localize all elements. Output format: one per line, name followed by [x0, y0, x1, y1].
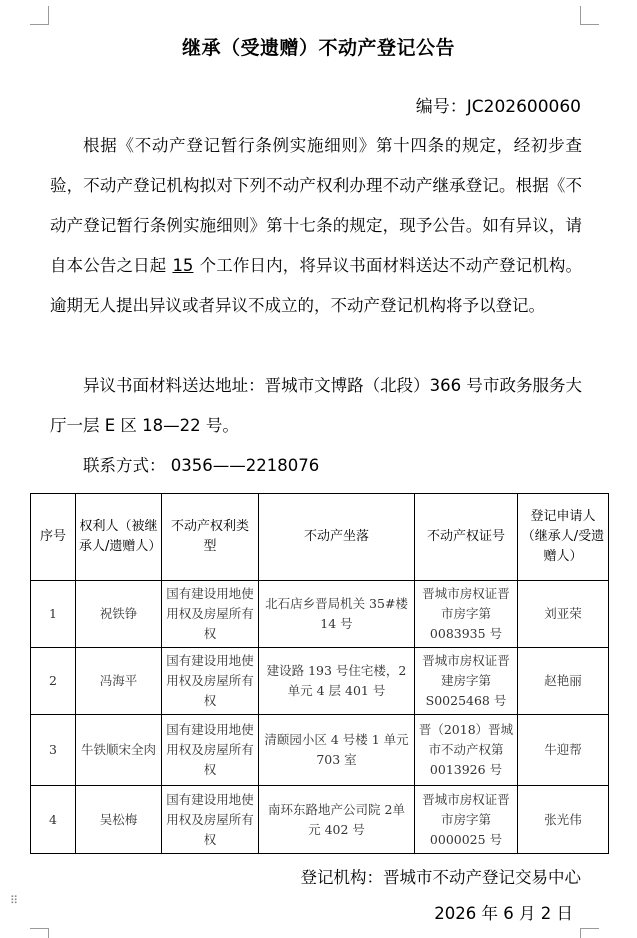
contact-info: 联系方式： 0356——2218076: [83, 456, 320, 475]
cell-applicant: 刘亚荣: [518, 581, 609, 648]
working-days-blank: 15: [172, 256, 194, 275]
table-header-row: [31, 494, 609, 581]
cell-location: 北石店乡晋局机关 35#楼 14 号: [259, 581, 415, 648]
objection-address: 异议书面材料送达地址：晋城市文博路（北段）366 号市政务服务大厅一层 E 区 18—22 号。: [50, 376, 582, 435]
crop-mark-top-right: [580, 6, 599, 25]
cell-serial: 1: [31, 581, 76, 648]
cell-cert-no: 晋城市房权证晋建房字第S0025468 号: [415, 648, 518, 715]
cell-location: 南环东路地产公司院 2单元 402 号: [259, 786, 415, 854]
cell-applicant: 张光伟: [518, 786, 609, 854]
cell-holder: 牛铁顺宋全肉: [76, 715, 162, 786]
cell-cert-no: 晋城市房权证晋市房字第0083935 号: [415, 581, 518, 648]
cell-right-type: 国有建设用地使用权及房屋所有权: [162, 648, 259, 715]
header-right-type: 不动产权利类型: [162, 494, 259, 581]
header-serial: 序号: [31, 494, 76, 581]
cell-cert-no: 晋城市房权证晋市房字第0000025 号: [415, 786, 518, 854]
cell-right-type: 国有建设用地使用权及房屋所有权: [162, 786, 259, 854]
table-row: [31, 648, 609, 715]
header-holder: 权利人（被继承人/遗赠人）: [76, 494, 162, 581]
cell-holder: 吴松梅: [76, 786, 162, 854]
cell-holder: 冯海平: [76, 648, 162, 715]
paragraph-text-after: 个工作日内，将异议书面材料送达不动产登记机构。逾期无人提出异议或者异议不成立的，不动产登记机构将予以登记。: [50, 256, 583, 315]
cell-location: 清颐园小区 4 号楼 1 单元 703 室: [259, 715, 415, 786]
document-number: 编号：JC202600060: [415, 97, 581, 117]
cell-cert-no: 晋（2018）晋城市不动产权第 0013926 号: [415, 715, 518, 786]
registration-table: [30, 493, 609, 854]
cell-right-type: 国有建设用地使用权及房屋所有权: [162, 715, 259, 786]
paragraph-text-before: 根据《不动产登记暂行条例实施细则》第十四条的规定，经初步查验，不动产登记机构拟对下列不动产权利办理不动产继承登记。根据《不动产登记暂行条例实施细则》第十七条的规定，现予公告。如有异议，请自本公告之日起: [50, 136, 582, 275]
crop-mark-top-left: [30, 6, 49, 25]
announcement-date: 2026 年 6 月 2 日: [434, 904, 573, 923]
cell-serial: 4: [31, 786, 76, 854]
cell-right-type: 国有建设用地使用权及房屋所有权: [162, 581, 259, 648]
cell-holder: 祝铁铮: [76, 581, 162, 648]
header-location: 不动产坐落: [259, 494, 415, 581]
cell-applicant: 牛迎帮: [518, 715, 609, 786]
announcement-paragraph: [50, 126, 582, 326]
cell-applicant: 赵艳丽: [518, 648, 609, 715]
cell-serial: 2: [31, 648, 76, 715]
table-row: [31, 581, 609, 648]
drag-handle-icon[interactable]: ⠿: [10, 894, 18, 907]
registration-organization: 登记机构：晋城市不动产登记交易中心: [300, 868, 581, 887]
table-row: [31, 786, 609, 854]
cell-serial: 3: [31, 715, 76, 786]
table-row: [31, 715, 609, 786]
header-applicant: 登记申请人（继承人/受遗赠人）: [518, 494, 609, 581]
cell-location: 建设路 193 号住宅楼，2 单元 4 层 401 号: [259, 648, 415, 715]
header-cert-no: 不动产权证号: [415, 494, 518, 581]
page-title: 继承（受遗赠）不动产登记公告: [181, 37, 455, 59]
